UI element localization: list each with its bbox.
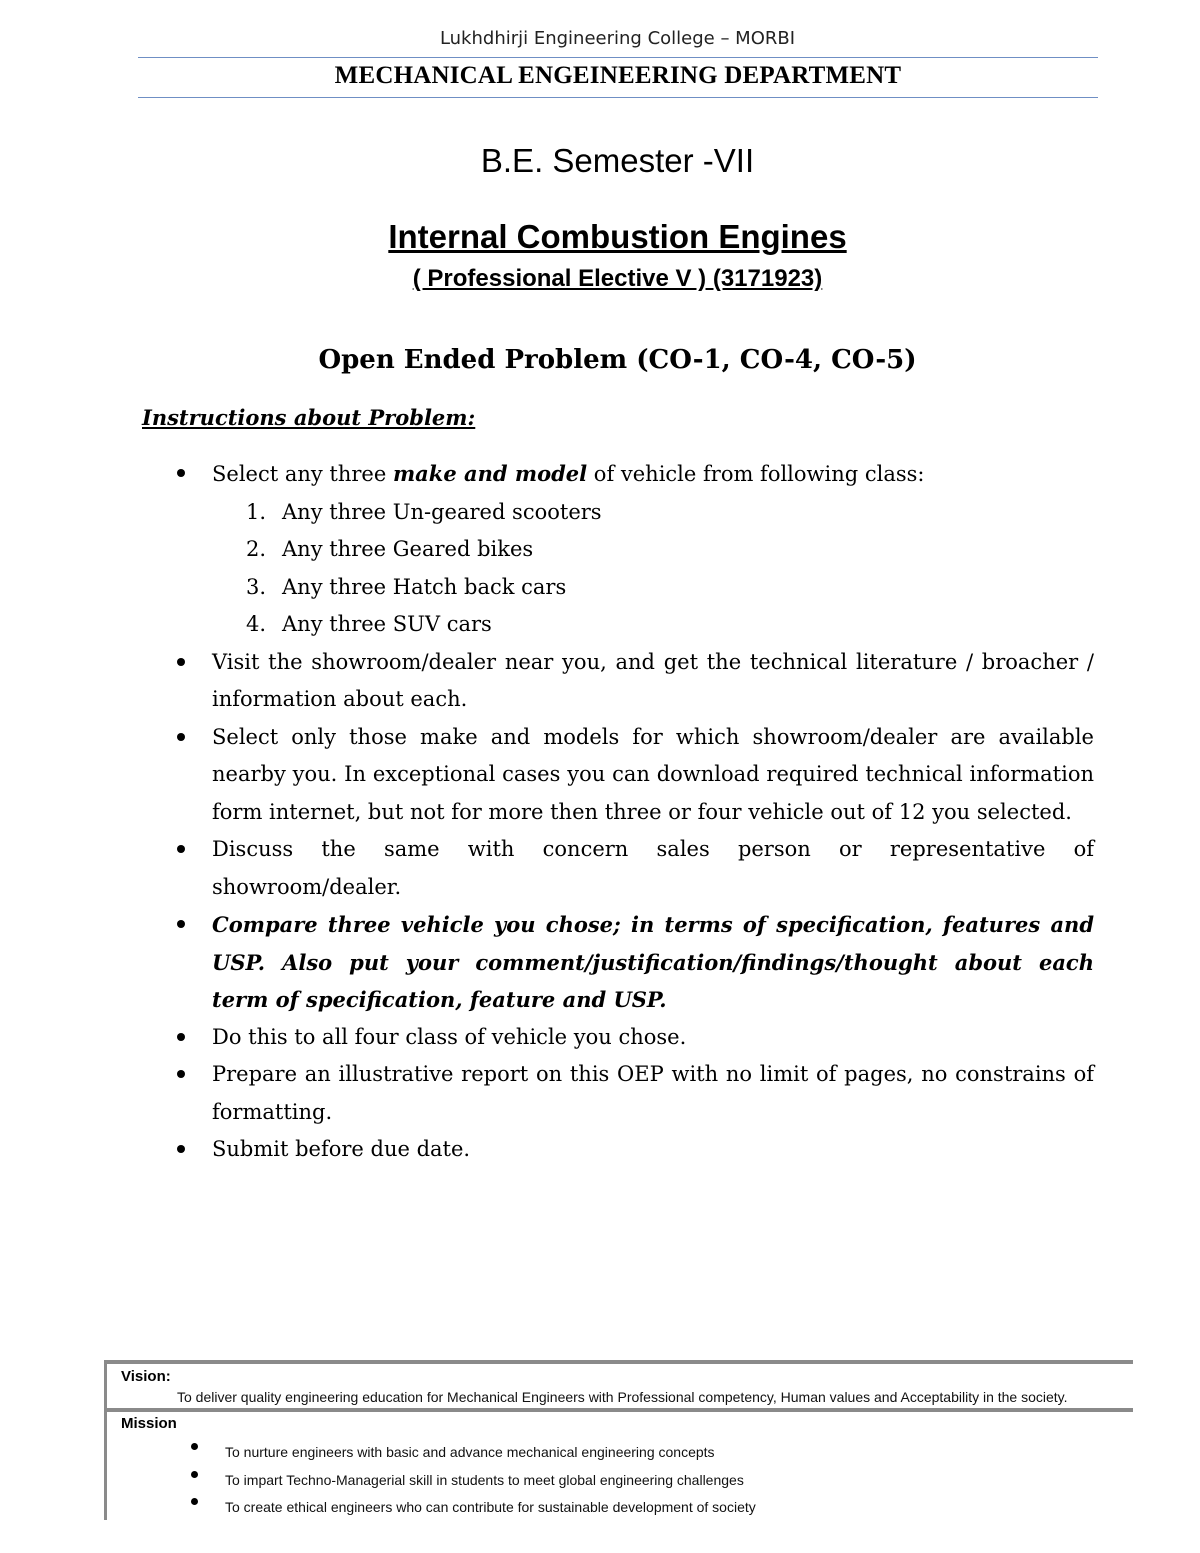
problem-heading: Open Ended Problem (CO-1, CO-4, CO-5) [318, 345, 917, 375]
list-item: Do this to all four class of vehicle you chose. [0, 1019, 1200, 1057]
footer-divider [107, 1408, 1133, 1412]
semester-title: B.E. Semester -VII [480, 142, 755, 179]
department-name: MECHANICAL ENGEINEERING DEPARTMENT [334, 62, 902, 89]
bullet-icon [177, 920, 185, 928]
list-item: Prepare an illustrative report on this OEP with no limit of pages, no constrains of formatting. [0, 1056, 1200, 1131]
instructions-list [0, 455, 1200, 1169]
bullet-icon [177, 733, 185, 741]
bullet-icon [177, 658, 185, 666]
course-title: Internal Combustion Engines [388, 218, 847, 255]
sub-item-number: 1. [246, 499, 267, 524]
sub-item-number: 2. [246, 537, 267, 561]
sub-list-item [0, 494, 1200, 532]
bullet-icon [177, 845, 185, 853]
list-item: Submit before due date. [0, 1131, 1200, 1169]
mission-item: To nurture engineers with basic and advance mechanical engineering concepts [225, 1444, 715, 1460]
college-name: Lukhdhirji Engineering College – MORBI [439, 28, 796, 49]
list-item: Visit the showroom/dealer near you, and get the technical literature / broacher / information about each. [0, 644, 1200, 719]
sub-list-item [0, 531, 1200, 569]
mission-item: To create ethical engineers who can contribute for sustainable development of society [225, 1499, 756, 1515]
bullet-icon [177, 469, 185, 477]
mission-item: To impart Techno-Managerial skill in students to meet global engineering challenges [225, 1472, 744, 1488]
vision-text: To deliver quality engineering education for Mechanical Engineers with Professional competency, Human values and Acceptability in the society. [177, 1389, 1068, 1405]
bullet-icon [191, 1498, 198, 1505]
header-rule-top [138, 57, 1098, 58]
bullet-icon [177, 1070, 185, 1078]
emphasis-text: make and model [392, 461, 588, 486]
list-item [0, 906, 1200, 1019]
instructions-heading: Instructions about Problem: [142, 405, 476, 430]
bullet-icon [177, 1033, 185, 1041]
sub-item-text: Any three Hatch back cars [282, 574, 567, 599]
sub-item-number: 3. [246, 574, 267, 599]
elective-subtitle: ( Professional Elective V ) (3171923) [412, 265, 823, 292]
list-item: Discuss the same with concern sales person or representative of showroom/dealer. [0, 831, 1200, 906]
footer-divider [107, 1360, 1133, 1364]
emphasis-text: Compare three vehicle you chose; in terms of specification, features and USP. Also put your comment/justification/findings/thought about each term of specification, feature and USP. [212, 912, 1094, 1012]
sub-item-number: 4. [246, 612, 267, 636]
vision-label: Vision: [121, 1368, 171, 1385]
list-item: Select any three make and model of vehicle from following class: [0, 455, 1200, 494]
sub-item-text: Any three Un-geared scooters [282, 499, 602, 524]
vision-mission-box [104, 1360, 1133, 1520]
bullet-icon [191, 1471, 198, 1478]
sub-list-item [0, 606, 1200, 644]
mission-label: Mission [121, 1415, 177, 1432]
list-item: Select only those make and models for which showroom/dealer are available nearby you. In exceptional cases you can download required technical information form internet, but not for more then three or four vehicle out of 12 you selected. [0, 719, 1200, 832]
sub-item-text: Any three SUV cars [282, 612, 492, 636]
bullet-icon [177, 1145, 185, 1153]
sub-list-item [0, 569, 1200, 607]
bullet-icon [191, 1443, 198, 1450]
sub-item-text: Any three Geared bikes [282, 537, 534, 561]
header-rule-bottom [138, 97, 1098, 98]
